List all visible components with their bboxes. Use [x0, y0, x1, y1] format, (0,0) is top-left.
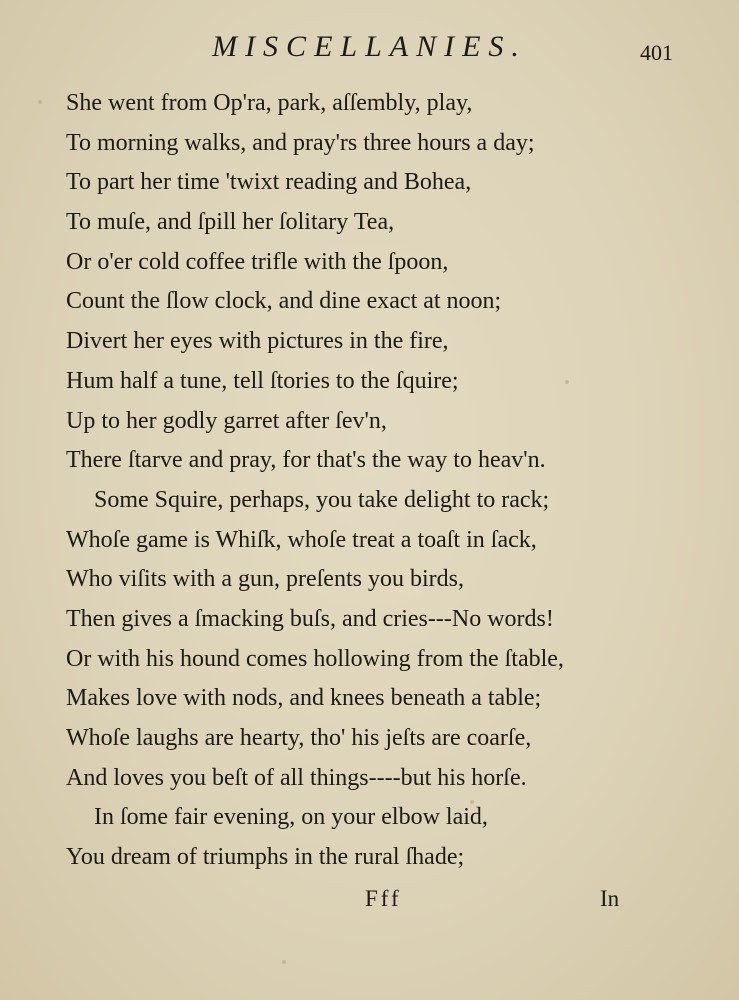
poem-line: Or o'er cold coffee trifle with the ſpoon, — [66, 248, 449, 275]
poem-line: Up to her godly garret after ſev'n, — [66, 407, 387, 434]
poem-line: She went from Op'ra, park, aſſembly, play, — [66, 90, 473, 116]
poem-stanza-start-line: Some Squire, perhaps, you take delight to rack; — [94, 486, 550, 513]
poem-line: Makes love with nods, and knees beneath a table; — [66, 685, 542, 712]
poem-line: To morning walks, and pray'rs three hours a day; — [66, 129, 535, 156]
paper-speck — [565, 380, 569, 384]
poem-line: There ſtarve and pray, for that's the way to heav'n. — [66, 447, 546, 474]
poem-line: Then gives a ſmacking buſs, and cries---No words! — [66, 605, 554, 632]
poem-stanza-start-line: In ſome fair evening, on your elbow laid, — [94, 804, 488, 831]
poem-line: And loves you beſt of all things----but his horſe. — [66, 764, 527, 791]
poem-line: Or with his hound comes hollowing from the ſtable, — [66, 645, 564, 672]
poem-body — [66, 84, 706, 878]
poem-line: You dream of triumphs in the rural ſhade; — [66, 844, 465, 871]
running-head: MISCELLANIES. — [212, 30, 527, 63]
poem-line: To part her time 'twixt reading and Bohea, — [66, 169, 472, 196]
poem-line: Who viſits with a gun, preſents you birds, — [66, 566, 464, 593]
poem-line: Whoſe laughs are hearty, tho' his jeſts are coarſe, — [66, 725, 532, 751]
poem-line: To muſe, and ſpill her ſolitary Tea, — [66, 209, 395, 236]
page-number: 401 — [640, 40, 673, 65]
poem-line: Whoſe game is Whiſk, whoſe treat a toaſt in ſack, — [66, 526, 537, 553]
poem-line: Divert her eyes with pictures in the fire, — [66, 328, 449, 355]
paper-speck — [282, 960, 286, 964]
poem-line: Count the ſlow clock, and dine exact at noon; — [66, 288, 502, 315]
paper-speck — [38, 100, 42, 104]
paper-speck — [470, 800, 474, 804]
poem-line: Hum half a tune, tell ſtories to the ſquire; — [66, 367, 459, 394]
signature-mark: Fff — [365, 886, 402, 911]
catchword: In — [600, 886, 620, 911]
